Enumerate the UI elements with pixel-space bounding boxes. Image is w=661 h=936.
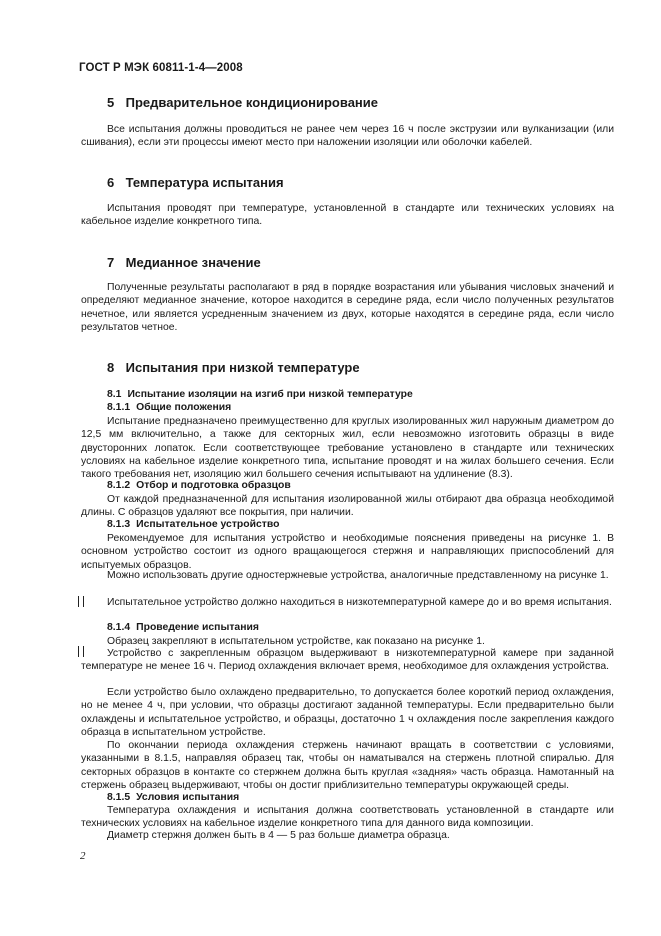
subsection-8-1-5-heading <box>107 792 239 803</box>
subsection-title: Проведение испытания <box>136 622 259 633</box>
section-title: Медианное значение <box>125 255 261 270</box>
paragraph: Температура охлаждения и испытания должна соответствовать установленной в стандарте или технических условиях на кабельное изделие конкретного типа для данного вида композиции. <box>81 805 614 830</box>
paragraph: Все испытания должны проводиться не ранее чем через 16 ч после экструзии или вулканизации (или сшивания), если эти процессы имеют место при наложении изоляции или оболочки кабелей. <box>81 124 614 149</box>
subsection-8-1-3-heading <box>107 519 279 530</box>
subsection-number: 8.1.3 <box>107 519 131 530</box>
paragraph: Рекомендуемое для испытания устройство и необходимые пояснения приведены на рисунке 1. В основном устройство состоит из одного вращающегося стержня и направляющих приспособлений для испытуемых образцов. <box>81 533 614 571</box>
paragraph: Испытания проводят при температуре, установленной в стандарте или технических условиях на кабельное изделие конкретного типа. <box>81 203 614 228</box>
subsection-8-1-1-heading <box>107 402 231 413</box>
subsection-number: 8.1 <box>107 389 122 400</box>
paragraph: Полученные результаты располагают в ряд в порядке возрастания или убывания числовых значений и определяют медианное значение, которое находится в середине ряда, если число полученных результатов нечетное, или является усредненным значением из двух, которые находятся в середине ряда, если число результатов четное. <box>81 282 614 333</box>
subsection-title: Отбор и подготовка образцов <box>136 480 291 491</box>
subsection-number: 8.1.2 <box>107 480 131 491</box>
subsection-8-1-2-heading <box>107 480 291 491</box>
paragraph: Испытательное устройство должно находиться в низкотемпературной камере до и во время испытания. <box>107 597 612 608</box>
section-title: Температура испытания <box>125 175 284 190</box>
subsection-title: Испытательное устройство <box>136 519 280 530</box>
paragraph: Устройство с закрепленным образцом выдерживают в низкотемпературной камере при заданной температуре не менее 16 ч. Период охлаждения включает время, необходимое для охлаждения устройства. <box>81 648 614 673</box>
paragraph: От каждой предназначенной для испытания изолированной жилы отбирают два образца необходимой длины. С образцов удаляют все покрытия, при наличии. <box>81 494 614 519</box>
subsection-number: 8.1.1 <box>107 402 131 413</box>
section-6-heading <box>107 175 284 190</box>
paragraph: Испытание предназначено преимущественно для круглых изолированных жил наружным диаметром до 12,5 мм включительно, а также для секторных жил, если невозможно изготовить образцы в виде двусторонних лопаток. Если соответствующее требование установлено в стандарте или технических условиях на кабельное изделие конкретного типа, испытание проводят и на жилах большего сечения. Если такого требования нет, изоляцию жил большего сечения испытывают на удлинение (8.3). <box>81 416 614 481</box>
paragraph: Диаметр стержня должен быть в 4 — 5 раз больше диаметра образца. <box>107 830 450 841</box>
document-header: ГОСТ Р МЭК 60811-1-4—2008 <box>79 62 243 74</box>
subsection-title: Условия испытания <box>136 792 240 803</box>
subsection-title: Общие положения <box>136 402 232 413</box>
page-number: 2 <box>80 850 86 862</box>
section-7-heading <box>107 255 261 270</box>
section-number: 7 <box>107 255 115 270</box>
subsection-8-1-heading <box>107 389 413 400</box>
section-title: Испытания при низкой температуре <box>125 360 360 375</box>
section-5-heading <box>107 95 378 110</box>
section-number: 8 <box>107 360 115 375</box>
section-number: 6 <box>107 175 115 190</box>
section-title: Предварительное кондиционирование <box>125 95 379 110</box>
paragraph: Образец закрепляют в испытательном устройстве, как показано на рисунке 1. <box>107 636 485 647</box>
paragraph: По окончании периода охлаждения стержень начинают вращать в соответствии с условиями, указанными в 8.1.5, направляя образец так, чтобы он наматывался на стержень плотной спиралью. Для секторных образцов в контакте со стержнем должна быть круглая «задняя» часть образца. Намотанный на стержень образец выдерживают, чтобы он достиг приблизительно температуры окружающей среды. <box>81 740 614 791</box>
subsection-title: Испытание изоляции на изгиб при низкой температуре <box>127 389 413 400</box>
subsection-number: 8.1.4 <box>107 622 131 633</box>
paragraph: Если устройство было охлаждено предварительно, то допускается более короткий период охлаждения, но не менее 4 ч, при условии, что образцы достигают заданной температуры. Если предварительно были охлаждены и испытательное устройство, и образцы, достаточно 1 ч охлаждения после закрепления каждого образца в испытательном устройстве. <box>81 687 614 738</box>
paragraph: Можно использовать другие одностержневые устройства, аналогичные представленному на рисунке 1. <box>107 570 609 581</box>
section-8-heading <box>107 360 360 375</box>
section-number: 5 <box>107 95 115 110</box>
subsection-number: 8.1.5 <box>107 792 131 803</box>
subsection-8-1-4-heading <box>107 622 259 633</box>
